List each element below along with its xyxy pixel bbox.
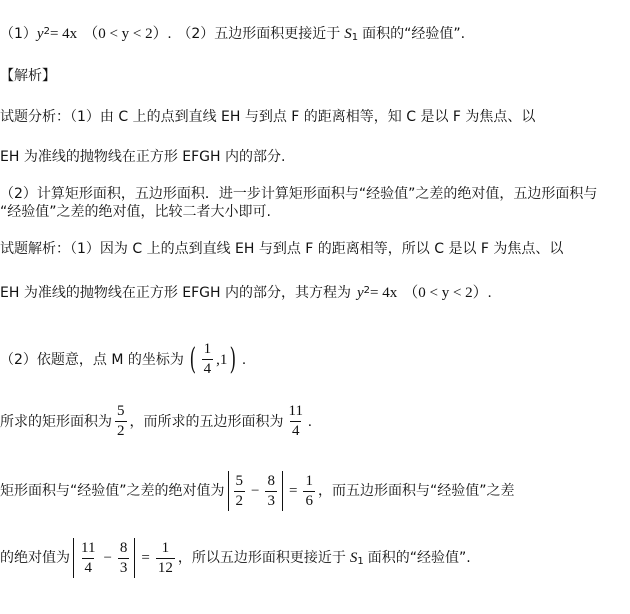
analysis-line-4: “经验值”之差的绝对值，比较二者大小即可.: [0, 204, 271, 220]
fraction-denominator: 12: [157, 559, 173, 576]
pentagon-area-fraction: [287, 403, 305, 440]
fraction-denominator: 3: [267, 492, 275, 509]
fraction-numerator: 8: [119, 539, 128, 556]
analysis-line-1: 试题分析：（1）由 C 上的点到直线 EH 与到点 F 的距离相等，知 C 是以 F 为焦点、以: [0, 109, 536, 125]
solution-line-2: [0, 284, 491, 302]
minus-operator: −: [103, 550, 112, 566]
answer-range: （0 < y < 2）: [83, 26, 168, 42]
fraction-denominator: 6: [305, 492, 313, 509]
solution-eq-exp: 2: [363, 285, 371, 296]
solution-line-2-text: EH 为准线的抛物线在正方形 EFGH 内的部分，其方程为: [0, 285, 351, 301]
answer-part2-text: 面积的“经验值”.: [362, 26, 466, 42]
solution-line-6-text2: ，所以五边形面积更接近于: [177, 550, 346, 566]
answer-line: [0, 25, 465, 43]
pentagon-diff-absolute: [73, 538, 135, 578]
fraction-numerator: 11: [288, 403, 303, 419]
answer-part2-label: （2）五边形面积更接近于: [177, 26, 341, 42]
solution-eq-end: .: [487, 285, 492, 301]
point-m-x-fraction: [202, 341, 214, 378]
fraction-numerator: 5: [117, 403, 125, 419]
point-m-coordinate: ( $\frac{1}{4}$ ,1 ): [189, 341, 237, 377]
diff1-a-fraction: [234, 473, 246, 510]
fraction-numerator: 1: [305, 472, 313, 489]
solution-s-symbol: S: [349, 550, 358, 566]
solution-line-4-end: .: [307, 413, 312, 430]
solution-line-5: [0, 471, 514, 511]
fraction-denominator: 3: [119, 559, 128, 576]
answer-eq-rhs: = 4x: [49, 26, 78, 42]
answer-s-symbol: S: [344, 26, 352, 42]
solution-line-4: [0, 403, 312, 440]
fraction-numerator: 1: [161, 539, 170, 556]
solution-line-5-text2: ，而五边形面积与“经验值”之差: [317, 483, 515, 499]
solution-line-3: [0, 341, 246, 378]
solution-s-subscript: 1: [357, 556, 364, 567]
diff1-result-fraction: [303, 473, 315, 510]
point-m-y: ,1: [216, 351, 228, 368]
solution-line-6-text1: 的绝对值为: [0, 550, 70, 566]
fraction-numerator: 1: [203, 341, 212, 357]
solution-line-6-text3: 面积的“经验值”.: [367, 550, 471, 566]
diff2-b-fraction: [118, 540, 130, 577]
solution-line-6: [0, 538, 471, 578]
fraction-denominator: 4: [84, 559, 92, 576]
solution-eq-rhs: = 4x: [370, 285, 398, 301]
equals-operator: =: [288, 483, 298, 499]
solution-eq-lhs: y: [357, 285, 364, 301]
fraction-denominator: 2: [235, 492, 244, 509]
rect-area-fraction: [115, 403, 127, 440]
minus-operator: −: [251, 483, 260, 499]
diff1-b-fraction: [265, 473, 277, 510]
solution-line-4-text2: ，而所求的五边形面积为: [129, 413, 284, 430]
solution-line-3-end: .: [242, 351, 246, 368]
fraction-denominator: 4: [291, 423, 300, 439]
analysis-header: 【解析】: [0, 68, 56, 84]
analysis-line-3: （2）计算矩形面积，五边形面积．进一步计算矩形面积与“经验值”之差的绝对值，五边形面积与: [0, 186, 598, 202]
answer-eq-lhs: y: [36, 26, 44, 42]
diff2-a-fraction: [79, 540, 97, 577]
solution-eq-range: （0 < y < 2）: [403, 285, 488, 301]
solution-line-3-text: （2）依题意，点 M 的坐标为: [0, 351, 184, 368]
diff2-result-fraction: [156, 540, 175, 577]
equals-operator: =: [141, 550, 150, 566]
answer-eq-exp: 2: [43, 26, 50, 37]
answer-end: .: [167, 26, 172, 42]
fraction-denominator: 2: [117, 423, 125, 439]
analysis-line-2: EH 为准线的抛物线在正方形 EFGH 内的部分.: [0, 149, 286, 165]
fraction-numerator: 5: [235, 472, 244, 489]
fraction-denominator: 4: [203, 361, 212, 377]
answer-s-subscript: 1: [351, 32, 359, 43]
solution-line-5-text1: 矩形面积与“经验值”之差的绝对值为: [0, 483, 225, 499]
fraction-numerator: 11: [81, 539, 96, 556]
rect-diff-absolute: [228, 471, 283, 511]
answer-part1-label: （1）: [0, 26, 37, 42]
fraction-numerator: 8: [267, 472, 275, 489]
solution-line-4-text1: 所求的矩形面积为: [0, 413, 112, 430]
solution-line-1: 试题解析：（1）因为 C 上的点到直线 EH 与到点 F 的距离相等，所以 C 是以 F 为焦点、以: [0, 241, 564, 257]
